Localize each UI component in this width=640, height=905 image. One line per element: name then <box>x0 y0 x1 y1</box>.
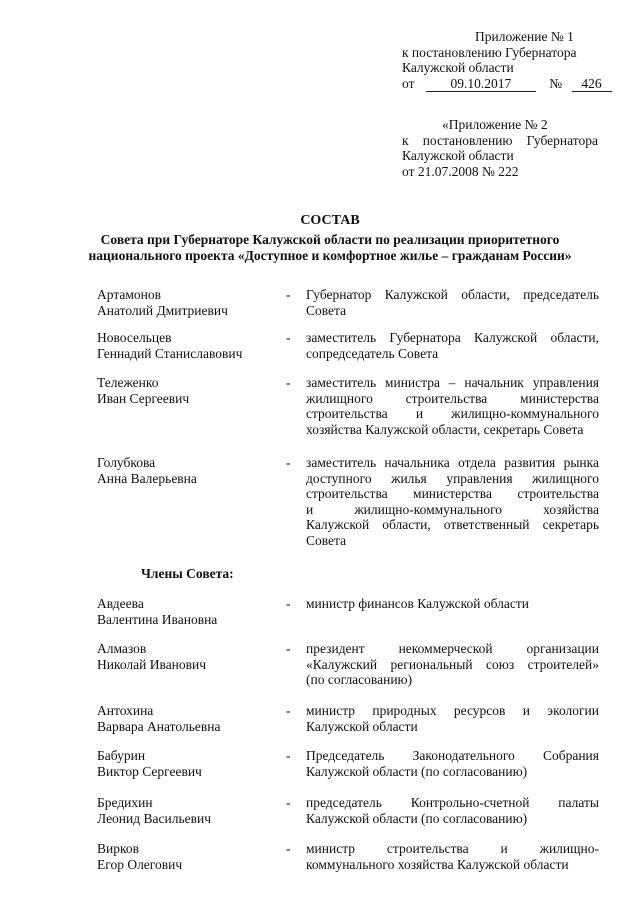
person-surname: Голубкова <box>97 455 156 470</box>
position-line: Калужской области (по согласованию) <box>306 763 528 779</box>
position-line: Совета <box>306 532 347 548</box>
person-surname: Бредихин <box>97 795 153 810</box>
person-name <box>97 703 282 734</box>
position-line: «Калужский региональный союз строителей» <box>306 656 599 672</box>
person-surname: Алмазов <box>97 641 147 656</box>
person-given-names: Леонид Васильевич <box>97 810 211 826</box>
document-subtitle-line-1: Совета при Губернаторе Калужской области по реализации приоритетного <box>100 232 560 247</box>
dash-separator: - <box>286 596 291 611</box>
person-position <box>306 641 599 688</box>
position-line: Калужской области (по согласованию) <box>306 810 528 826</box>
appendix-1-line-2: к постановлению Губернатора <box>402 44 577 60</box>
person-surname: Вирков <box>97 841 139 856</box>
person-given-names: Варвара Анатольевна <box>97 718 221 734</box>
document-title: СОСТАВ <box>300 213 360 228</box>
dash-separator: - <box>286 287 291 302</box>
person-given-names: Иван Сергеевич <box>97 390 190 406</box>
appendix-2-title: «Приложение № 2 <box>442 117 548 132</box>
position-line: президент некоммерческой организации <box>306 641 599 656</box>
person-name <box>97 455 282 486</box>
person-given-names: Анна Валерьевна <box>97 470 197 486</box>
position-line: Калужской области <box>306 718 418 734</box>
appendix-1-date: 09.10.2017 <box>426 77 536 92</box>
person-surname: Авдеева <box>97 596 144 611</box>
person-name <box>97 330 282 361</box>
person-name <box>97 748 282 779</box>
person-name <box>97 287 282 318</box>
appendix-1-line-3: Калужской области <box>402 60 514 75</box>
appendix-1-date-line <box>402 76 602 92</box>
person-name <box>97 841 282 872</box>
position-line: хозяйства Калужской области, секретарь Совета <box>306 421 584 437</box>
person-given-names: Валентина Ивановна <box>97 611 218 627</box>
position-line: и жилищно-коммунального хозяйства <box>306 501 599 517</box>
person-position <box>306 703 599 734</box>
person-name <box>97 596 282 627</box>
position-line: председатель Контрольно-счетной палаты <box>306 795 599 810</box>
person-surname: Новосельцев <box>97 330 172 345</box>
person-position <box>306 375 599 437</box>
person-surname: Тележенко <box>97 375 159 390</box>
appendix-2-line-4: от 21.07.2008 № 222 <box>402 163 519 179</box>
person-given-names: Анатолий Дмитриевич <box>97 302 228 318</box>
position-line: доступного жилья управления жилищного <box>306 470 599 486</box>
appendix-2-line-2: к постановлению Губернатора <box>402 132 598 148</box>
position-line: заместитель Губернатора Калужской области, <box>306 330 599 345</box>
dash-separator: - <box>286 703 291 718</box>
position-line: Калужской области, ответственный секретарь <box>306 517 599 532</box>
dash-separator: - <box>286 330 291 345</box>
date-prefix: от <box>402 75 415 91</box>
position-line: сопредседатель Совета <box>306 345 439 361</box>
dash-separator: - <box>286 841 291 856</box>
person-position <box>306 287 599 318</box>
person-name <box>97 641 282 672</box>
person-given-names: Николай Иванович <box>97 656 207 672</box>
person-position <box>306 596 599 612</box>
position-line: жилищного строительства министерства <box>306 390 599 406</box>
appendix-2-line-3: Калужской области <box>402 148 514 163</box>
person-position <box>306 795 599 826</box>
person-name <box>97 795 282 826</box>
dash-separator: - <box>286 375 291 390</box>
appendix-1-title: Приложение № 1 <box>475 29 574 44</box>
position-line: Совета <box>306 302 347 318</box>
appendix-2-block <box>402 117 598 179</box>
dash-separator: - <box>286 748 291 763</box>
dash-separator: - <box>286 795 291 810</box>
person-given-names: Геннадий Станиславович <box>97 345 243 361</box>
position-line: заместитель министра – начальник управления <box>306 375 599 390</box>
position-line: министр строительства и жилищно- <box>306 841 599 856</box>
position-line: Губернатор Калужской области, председатель <box>306 287 599 302</box>
person-surname: Бабурин <box>97 748 146 763</box>
document-subtitle-line-2: национального проекта «Доступное и комфортное жилье – гражданам России» <box>88 248 572 263</box>
appendix-1-number: 426 <box>572 77 612 92</box>
person-surname: Антохина <box>97 703 154 718</box>
person-position <box>306 330 599 361</box>
position-line: коммунального хозяйства Калужской области <box>306 856 569 872</box>
position-line: строительства и жилищно-коммунального <box>306 406 599 421</box>
position-line: министр природных ресурсов и экологии <box>306 703 599 718</box>
position-line: заместитель начальника отдела развития рынка <box>306 455 599 470</box>
position-line: строительства министерства строительства <box>306 486 599 501</box>
person-surname: Артамонов <box>97 287 162 302</box>
dash-separator: - <box>286 641 291 656</box>
number-sign: № <box>549 75 563 91</box>
person-position <box>306 455 599 548</box>
person-position <box>306 748 599 779</box>
position-line: министр финансов Калужской области <box>306 596 529 611</box>
dash-separator: - <box>286 455 291 470</box>
person-position <box>306 841 599 872</box>
appendix-1-block <box>402 29 602 92</box>
person-given-names: Егор Олегович <box>97 856 183 872</box>
position-line: Председатель Законодательного Собрания <box>306 748 599 763</box>
members-heading: Члены Совета: <box>141 566 234 581</box>
position-line: (по согласованию) <box>306 672 413 687</box>
person-name <box>97 375 282 406</box>
person-given-names: Виктор Сергеевич <box>97 763 202 779</box>
